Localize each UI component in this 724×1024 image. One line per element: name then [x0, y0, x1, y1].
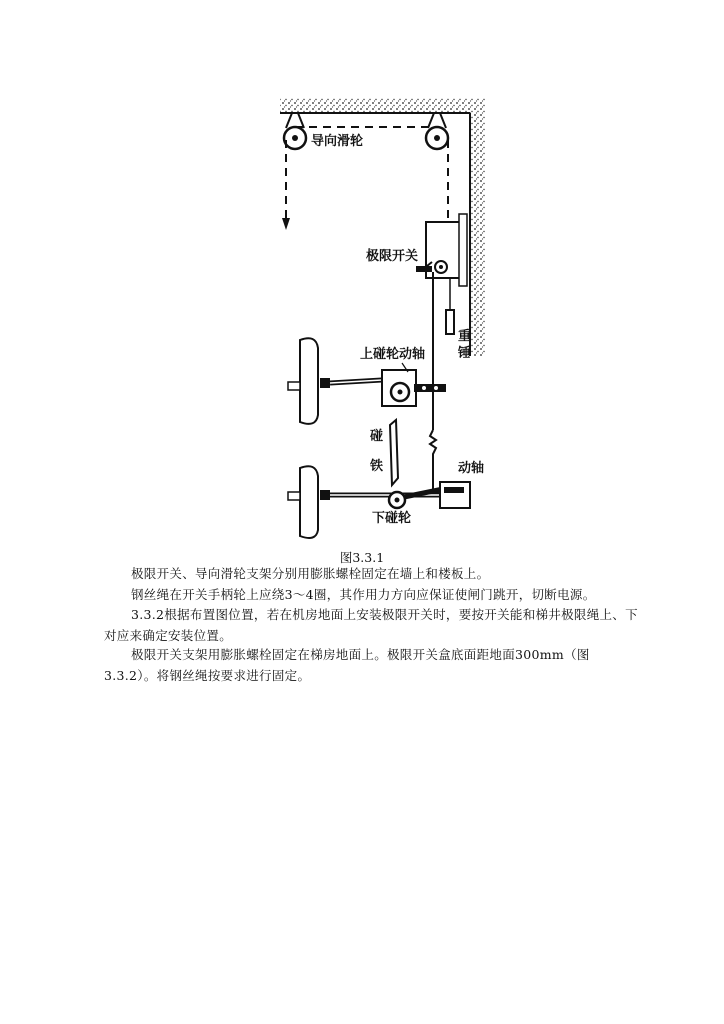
lower-roller-label: 下碰轮	[372, 511, 412, 526]
rope-end-arrow	[282, 218, 290, 230]
guide-pulley-label: 导向滑轮	[311, 134, 364, 149]
paragraph-2: 钢丝绳在开关手柄轮上应绕3～4圈，其作用力方向应保证使闸门跳开，切断电源。	[131, 587, 596, 602]
ceiling-slab	[280, 98, 485, 113]
weight-label-2: 锤	[458, 346, 472, 361]
figure-caption: 图3.3.1	[339, 550, 385, 565]
upper-roller-assembly	[382, 370, 446, 406]
right-wall	[470, 98, 486, 356]
magnet-label-2: 铁	[370, 459, 384, 474]
weight	[446, 278, 454, 334]
paragraph-1: 极限开关、导向滑轮支架分别用膨胀螺栓固定在墙上和楼板上。	[131, 566, 490, 581]
upper-guide-rail	[288, 338, 330, 424]
magnet-label-1: 碰	[370, 429, 384, 444]
paragraph-4: 极限开关支架用膨胀螺栓固定在梯房地面上。极限开关盒底面距地面300mm（图3.3.2）。将钢丝绳按要求进行固定。	[104, 647, 590, 683]
upper-arm	[330, 380, 382, 383]
guide-pulley-right	[426, 113, 448, 149]
magnet	[390, 420, 398, 485]
weight-label-1: 重	[458, 329, 472, 344]
guide-pulley-left	[284, 113, 306, 149]
moving-shaft-label: 动轴	[458, 461, 485, 476]
paragraph-3: 3.3.2根据布置图位置，若在机房地面上安装极限开关时，要按开关能和梯井极限绳上、下对应来确定安装位置。	[104, 607, 638, 643]
limit-switch-box	[416, 214, 467, 286]
upper-roller-shaft-label: 上碰轮动轴	[360, 347, 426, 362]
lower-guide-rail	[288, 466, 330, 538]
rope-spring	[430, 430, 436, 490]
limit-switch-label: 极限开关	[366, 249, 419, 264]
